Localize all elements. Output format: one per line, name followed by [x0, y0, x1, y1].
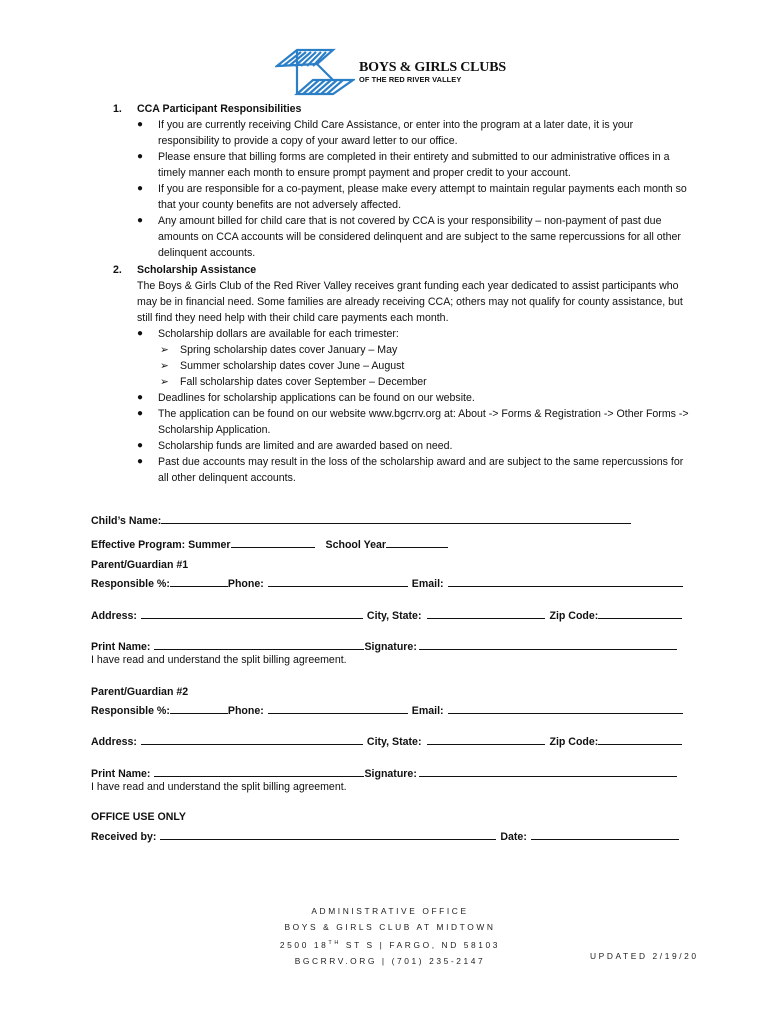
guardian2-email-field[interactable] — [448, 701, 683, 714]
guardian1-signature-field[interactable] — [419, 637, 677, 650]
childs-name-row: Child’s Name: — [91, 511, 631, 529]
bgc-logo — [275, 46, 505, 98]
guardian2-heading: Parent/Guardian #2 — [91, 686, 189, 698]
section-number: 1. — [113, 103, 122, 115]
list-item: ● Scholarship funds are limited and are awarded based on need. — [137, 440, 453, 452]
footer-contact-line: BGCRRV.ORG | (701) 235-2147 — [294, 955, 486, 966]
section-scholarship-assistance — [113, 263, 693, 486]
list-item: ● Please ensure that billing forms are completed in their entirety and submitted to our administrative offices in a timely manner each month to ensure prompt payment and proper credit to your account. — [137, 151, 670, 179]
arrow-bullet-icon: ➢ — [160, 344, 169, 356]
bullet-icon: ● — [137, 215, 144, 226]
list-item: ● Deadlines for scholarship applications can be found on our website. — [137, 392, 475, 404]
guardian2-zip-field[interactable] — [598, 732, 682, 745]
school-year-field[interactable] — [386, 535, 448, 548]
received-by-field[interactable] — [160, 827, 496, 840]
list-item: ➢ Spring scholarship dates cover January – May — [160, 344, 398, 356]
guardian1-heading: Parent/Guardian #1 — [91, 559, 189, 571]
bullet-icon: ● — [137, 151, 144, 162]
bullet-icon: ● — [137, 119, 144, 130]
section-cca-responsibilities — [113, 102, 693, 261]
updated-date: UPDATED 2/19/20 — [590, 951, 699, 961]
summer-program-field[interactable] — [231, 535, 315, 548]
office-use-heading: OFFICE USE ONLY — [91, 811, 186, 823]
guardian1-signature-row: Print Name: Signature: — [91, 637, 677, 655]
guardian1-acknowledgement: I have read and understand the split billing agreement. — [91, 654, 347, 666]
guardian2-signature-field[interactable] — [419, 764, 677, 777]
guardian1-city-state-field[interactable] — [427, 606, 545, 619]
section-heading: Scholarship Assistance — [137, 264, 257, 276]
list-item: ➢ Fall scholarship dates cover September – December — [160, 376, 427, 388]
bullet-icon: ● — [137, 456, 144, 467]
list-item: ● Past due accounts may result in the loss of the scholarship award and are subject to the same repercussions for all other delinquent accounts. — [137, 456, 684, 484]
received-date-field[interactable] — [531, 827, 679, 840]
bullet-icon: ● — [137, 328, 144, 339]
guardian1-address-field[interactable] — [141, 606, 363, 619]
footer-street-line: 2500 18TH ST S | FARGO, ND 58103 — [279, 939, 501, 950]
footer-club-line: BOYS & GIRLS CLUB AT MIDTOWN — [284, 922, 496, 932]
section-heading: CCA Participant Responsibilities — [137, 103, 302, 115]
bgc-hands-logo-icon — [275, 46, 355, 98]
list-item: ● If you are responsible for a co-payment, please make every attempt to maintain regular payments each month so that your county benefits are not adversely affected. — [137, 183, 687, 211]
guardian1-zip-field[interactable] — [598, 606, 682, 619]
trimester-list — [158, 342, 693, 390]
bullet-icon: ● — [137, 408, 144, 419]
cca-bullet-list — [137, 117, 693, 261]
guardian2-print-name-field[interactable] — [154, 764, 364, 777]
received-by-row: Received by: Date: — [91, 827, 679, 845]
guardian2-phone-field[interactable] — [268, 701, 408, 714]
list-item: ● If you are currently receiving Child Care Assistance, or enter into the program at a later date, it is your responsibility to provide a copy of your award letter to our office. — [137, 119, 634, 147]
bullet-icon: ● — [137, 392, 144, 403]
guardian1-address-row: Address: City, State: Zip Code: — [91, 606, 682, 624]
list-item: ➢ Summer scholarship dates cover June – August — [160, 360, 405, 372]
guardian2-city-state-field[interactable] — [427, 732, 545, 745]
arrow-bullet-icon: ➢ — [160, 360, 169, 372]
section-number: 2. — [113, 264, 122, 276]
bullet-icon: ● — [137, 440, 144, 451]
footer-address-block — [200, 903, 580, 969]
guardian2-address-field[interactable] — [141, 732, 363, 745]
logo-title: BOYS & GIRLS CLUBS — [359, 60, 506, 75]
guardian1-phone-field[interactable] — [268, 574, 408, 587]
childs-name-field[interactable] — [161, 511, 631, 524]
guardian1-responsible-field[interactable] — [170, 574, 228, 587]
scholarship-intro: The Boys & Girls Club of the Red River Valley receives grant funding each year dedicated to assist participants who may be in financial need. Some families are already receiving CCA; others may not qualify for county assistance, but still find they need help with their child care payments each month. — [137, 280, 683, 324]
footer-office-line: ADMINISTRATIVE OFFICE — [311, 906, 469, 916]
arrow-bullet-icon: ➢ — [160, 376, 169, 388]
effective-program-row: Effective Program: Summer School Year — [91, 535, 448, 553]
guardian1-email-field[interactable] — [448, 574, 683, 587]
guardian1-contact-row: Responsible %: Phone: Email: — [91, 574, 683, 592]
guardian2-contact-row: Responsible %: Phone: Email: — [91, 701, 683, 719]
guardian2-signature-row: Print Name: Signature: — [91, 764, 677, 782]
guardian2-responsible-field[interactable] — [170, 701, 228, 714]
bullet-icon: ● — [137, 183, 144, 194]
list-item: ● The application can be found on our website www.bgcrrv.org at: About -> Forms & Registration -> Other Forms -> Scholarship Application. — [137, 408, 689, 436]
guardian2-acknowledgement: I have read and understand the split billing agreement. — [91, 781, 347, 793]
list-item: ● Any amount billed for child care that is not covered by CCA is your responsibility – non-payment of past due amounts on CCA accounts will be considered delinquent and are subject to the same repercussions for all other delinquent accounts. — [137, 215, 681, 259]
list-item: ● Scholarship dollars are available for each trimester: ➢ Spring scholarship dates cover January – May ➢ Summer scholarship dates cover June – August ➢ Fall scholarship dates cover September – December — [137, 326, 693, 390]
scholarship-bullet-list — [137, 326, 693, 486]
guardian2-address-row: Address: City, State: Zip Code: — [91, 732, 682, 750]
logo-subtitle: OF THE RED RIVER VALLEY — [359, 75, 462, 84]
guardian1-print-name-field[interactable] — [154, 637, 364, 650]
